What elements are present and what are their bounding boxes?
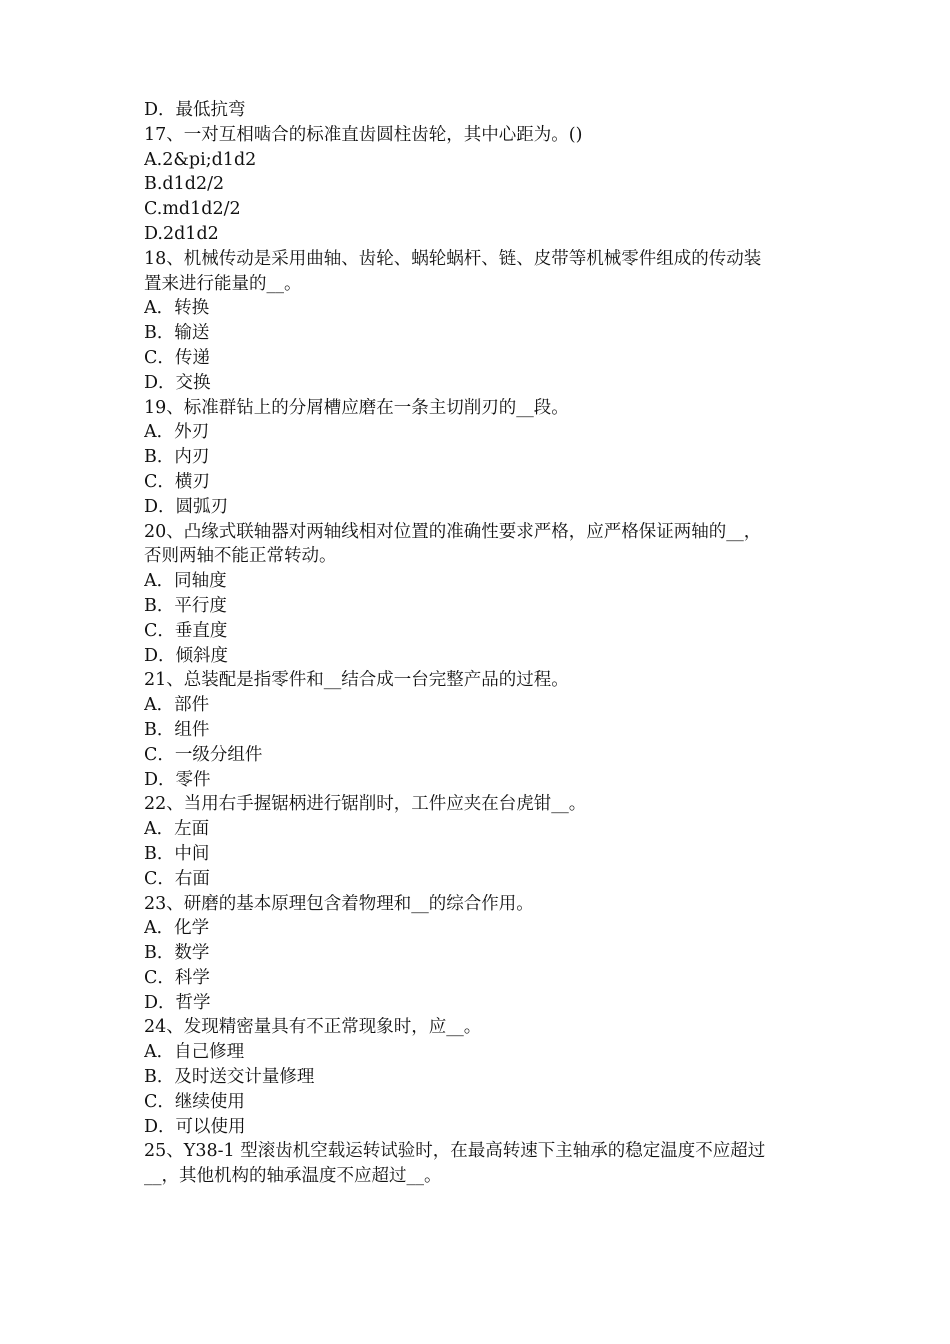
option-d: D．倾斜度: [144, 645, 229, 666]
option-d: D．可以使用: [144, 1116, 246, 1137]
option-b: B．平行度: [144, 595, 227, 616]
question-20-text: 20、凸缘式联轴器对两轴线相对位置的准确性要求严格，应严格保证两轴的__，: [144, 521, 762, 542]
option-b: B．数学: [144, 943, 210, 964]
option-a: A．自己修理: [144, 1042, 245, 1063]
option-b: B．输送: [144, 323, 210, 344]
option-b: B.d1d2/2: [144, 174, 225, 195]
option-a: A．同轴度: [144, 571, 227, 592]
option-c: C．科学: [144, 967, 210, 988]
option-a: A．左面: [144, 819, 210, 840]
question-25-text: 25、Y38-1 型滚齿机空载运转试验时，在最高转速下主轴承的稳定温度不应超过: [144, 1141, 766, 1162]
option-a: A．部件: [144, 695, 210, 716]
question-25-text-cont: __，其他机构的轴承温度不应超过__。: [144, 1166, 442, 1187]
option-d: D．零件: [144, 769, 211, 790]
question-18-text-cont: 置来进行能量的__。: [144, 273, 302, 294]
question-22-text: 22、当用右手握锯柄进行锯削时，工件应夹在台虎钳__。: [144, 794, 587, 815]
question-18-text: 18、机械传动是采用曲轴、齿轮、蜗轮蜗杆、链、皮带等机械零件组成的传动装: [144, 248, 762, 269]
question-23-text: 23、研磨的基本原理包含着物理和__的综合作用。: [144, 893, 534, 914]
option-a: A．转换: [144, 298, 210, 319]
option-b: B．内刃: [144, 447, 210, 468]
question-24-text: 24、发现精密量具有不正常现象时，应__。: [144, 1017, 482, 1038]
question-19-text: 19、标准群钻上的分屑槽应磨在一条主切削刃的__段。: [144, 397, 569, 418]
option-d: D．哲学: [144, 992, 211, 1013]
option-c: C．横刃: [144, 471, 210, 492]
option-c: C．垂直度: [144, 620, 228, 641]
option-d: D．交换: [144, 372, 211, 393]
option-b: B．组件: [144, 719, 210, 740]
option-c: C．继续使用: [144, 1091, 245, 1112]
option-a: A．化学: [144, 918, 210, 939]
question-17-text: 17、一对互相啮合的标准直齿圆柱齿轮，其中心距为。(): [144, 124, 583, 145]
question-20-text-cont: 否则两轴不能正常转动。: [144, 546, 337, 567]
option-d: D．圆弧刃: [144, 496, 229, 517]
option-b: B．及时送交计量修理: [144, 1067, 315, 1088]
question-21-text: 21、总装配是指零件和__结合成一台完整产品的过程。: [144, 670, 569, 691]
text-line: D．最低抗弯: [144, 100, 246, 120]
option-c: C．一级分组件: [144, 744, 263, 765]
option-a: A．外刃: [144, 422, 210, 443]
option-d: D.2d1d2: [144, 223, 219, 244]
option-c: C．传递: [144, 347, 210, 368]
option-a: A.2&pi;d1d2: [144, 149, 257, 170]
option-b: B．中间: [144, 843, 210, 864]
option-c: C．右面: [144, 868, 210, 889]
document-body: [144, 98, 816, 1189]
option-c: C.md1d2/2: [144, 199, 241, 220]
